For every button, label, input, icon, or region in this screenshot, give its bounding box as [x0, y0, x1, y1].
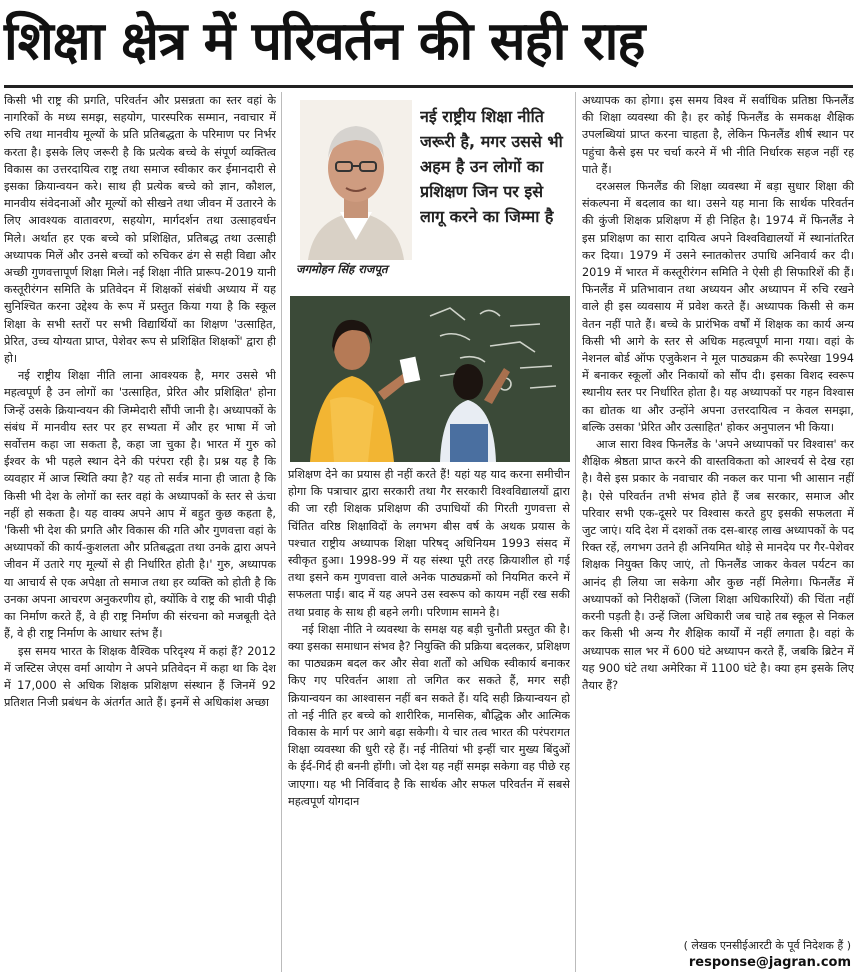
paragraph: प्रशिक्षण देने का प्रयास ही नहीं करते हैं! यहां यह याद करना समीचीन होगा कि पत्राचार द्वारा सरकारी तथा गैर सरकारी विश्वविद्यालयों द्वारा की जा रही शिक्षक प्रशिक्षण की उपाधियों की गिरती गुणवत्ता से चिंतित वरिष्ठ शिक्षाविदों के लगभग बीस वर्ष के अथक प्रयास के पश्चात राष्ट्रीय अध्यापक शिक्षा परिषद् अधिनियम 1993 संसद में स्वीकृत हुआ। 1998-99 में यह संस्था पूरी तरह क्रियाशील हो गई तथा इसने कम गुणवत्ता वाले अनेक पाठ्यक्रमों को नियमित करने में सफलता पाई। बाद में यह अपने उस स्वरूप को कायम नहीं रख सकी तथा प्रवाह के साथ ही बहने लगी। परिणाम सामने है।	[288, 468, 570, 619]
headline: शिक्षा क्षेत्र में परिवर्तन की सही राह	[4, 11, 645, 72]
paragraph: नई शिक्षा नीति ने व्यवस्था के समक्ष यह बड़ी चुनौती प्रस्तुत की है। क्या इसका समाधान संभव है? नियुक्ति की प्रक्रिया बदलकर, प्रशिक्षण का पाठ्यक्रम बदल कर और सेवा शर्तों को अधिक स्वीकार्य बनाकर किए गए परिवर्तन आशा तो जगित कर सकते हैं, मगर सही क्रियान्वयन का आश्वासन नहीं बन सकते हैं। यदि सही क्रियान्वयन हो तो नई नीति हर बच्चे को शारीरिक, मानसिक, बौद्धिक और आत्मिक विकास के मार्ग पर आगे बढ़ा सकेगी। ये चार तत्व भारत की परंपरागत शिक्षा व्यवस्था की धुरी रहे हैं। नई नीतियां भी इन्हीं चार मुख्य बिंदुओं के ईर्द-गिर्द ही बननी होंगी। जो देश यह नहीं समझ सकेगा वह पीछे रह जाएगा। यह भी निर्विवाद है कि सार्थक और सफल परिवर्तन में सबसे महत्वपूर्ण योगदान	[288, 622, 570, 808]
article-column-1	[4, 92, 276, 974]
pull-quote: नई राष्ट्रीय शिक्षा नीति जरूरी है, मगर उससे भी अहम है उन लोगों का प्रशिक्षण जिन पर इसे लागू करने का जिम्मा है	[420, 107, 563, 226]
author-portrait	[300, 100, 412, 260]
paragraph: नई राष्ट्रीय शिक्षा नीति लाना आवश्यक है, मगर उससे भी महत्वपूर्ण है उन लोगों का 'उत्साहित, प्रेरित और प्रशिक्षित' होना जिन्हें उसके क्रियान्वयन की जिम्मेदारी सौंपी जानी है। अध्यापकों के संबंध में मानवीय स्तर पर हर सभ्यता में और हर भाषा में जो सर्वोत्तम कहा जा सकता है, कहा जा चुका है। भारत में गुरु को ईश्वर के भी पहले स्थान देने की परंपरा रही है। प्रश्न यह है कि व्यवहार में आज स्थिति क्या है? यह तो सर्वत्र माना ही जाता है कि किसी भी देश के लोगों का स्तर वहां के अध्यापकों के स्तर से ऊंचा नहीं हो सकता है। यह वाक्य अपने आप में बहुत कुछ कहता है, 'किसी भी देश की प्रगति और विकास की गति और गुणवत्ता वहां के अध्यापकों की कार्य-कुशलता और प्रतिबद्धता तथा उनके द्वारा अपने जीवन में उतारे गए मूल्यों से ही निर्धारित होती है।' गुरु, अध्यापक या आचार्य से एक अपेक्षा तो समाज तथा हर व्यक्ति को होती है कि उनका अपना आचरण अनुकरणीय हो, क्योंकि वे राष्ट्र की भावी पीढ़ी का निर्माण करते हैं, वे ही राष्ट्र निर्माण की संरचना को मजबूती देते हैं, वे ही राष्ट्र निर्माण के आधार स्तंभ हैं।	[4, 369, 276, 641]
article-column-2	[288, 466, 570, 974]
paragraph: किसी भी राष्ट्र की प्रगति, परिवर्तन और प्रसन्नता का स्तर वहां के नागरिकों के मध्य समझ, सहयोग, पारस्परिक सम्मान, नवाचार में रुचि तथा मानवीय मूल्यों के प्रति प्रतिबद्धता के परिमाण पर निर्भर करता है। इसके लिए जरूरी है कि प्रत्येक बच्चे के संपूर्ण व्यक्तित्व विकास का उत्तरदायित्व राष्ट्र तथा समाज स्वीकार कर ईमानदारी से इसका क्रियान्वयन करे। साथ ही प्रत्येक बच्चे को ज्ञान, कौशल, मानवीय संवेदनाओं और मूल्यों को सीखने तथा जीवन में उतारने के लिए आवश्यक वातावरण, सहयोग, मार्गदर्शन तथा उत्साहवर्धन मिले। अर्थात हर एक बच्चे को प्रशिक्षित, प्रतिबद्ध तथा उत्साही अध्यापक मिलें और उनसे बच्चों को रुचिकर ढंग से सही विद्या और अच्छी गुणवत्तापूर्ण शिक्षा मिले। नई शिक्षा नीति प्रारूप-2019 यानी कस्तूरीरंगन समिति के प्रतिवेदन में शिक्षकों संबंधी अध्याय में यह सुनिश्चित करना उद्देश्य के रूप में प्रस्तुत किया गया है कि स्कूल शिक्षा के सभी स्तरों पर सभी विद्यार्थियों का शिक्षण 'उत्साहित, प्रेरित, उच्च योग्यता प्राप्त, पेशेवर रूप से प्रशिक्षित शिक्षकों' द्वारा ही हो।	[4, 94, 276, 366]
article-column-3	[582, 92, 854, 942]
column-divider	[281, 92, 282, 972]
paragraph: दरअसल फिनलैंड की शिक्षा व्यवस्था में बड़ा सुधार शिक्षा की संकल्पना में बदलाव का था। उसने यह माना कि सार्थक परिवर्तन की कुंजी शिक्षक प्रशिक्षण में ही निहित है। 1974 में फिनलैंड ने इस प्रशिक्षण का सारा दायित्व अपने विश्वविद्यालयों में स्थानांतरित कर दिया। 1979 में उसने स्नातकोत्तर उपाधि अनिवार्य कर दी। 2019 में भारत में कस्तूरीरंगन समिति ने ऐसी ही सिफारिशें की हैं। फिनलैंड में प्रतिभावान तथा अध्ययन और अध्यापन में रुचि रखने वाले ही इस व्यवसाय में प्रवेश करते हैं। अध्यापक किसी से कम वेतन नहीं पाते हैं। बच्चे के प्रारंभिक वर्षों में शिक्षक का कार्य अन्य किसी भी आगे के स्तर से अधिक महत्वपूर्ण माना गया। वहां के नेशनल बोर्ड ऑफ एजुकेशन ने मूल पाठ्यक्रम की रूपरेखा 1994 में बनाकर स्कूलों और निकायों को सौंप दी। इसका विशद स्वरूप स्थानीय स्तर पर निर्धारित होता है। यह अध्यापकों पर गहन विश्वास का द्योतक था और उन्होंने अपना उत्तरदायित्व न केवल समझा, बल्कि उसका 'प्रेरित और उत्साहित' होकर अनुपालन भी किया।	[582, 180, 854, 434]
column-divider	[575, 92, 576, 972]
response-email[interactable]: response@jagran.com	[688, 955, 851, 970]
classroom-photo	[290, 296, 570, 462]
headline-rule	[4, 85, 853, 88]
paragraph: इस समय भारत के शिक्षक वैश्विक परिदृश्य में कहां हैं? 2012 में जस्टिस जेएस वर्मा आयोग ने अपने प्रतिवेदन में कहा था कि देश में 17,000 से अधिक शिक्षक प्रशिक्षण संस्थान हैं जिनमें 92 प्रतिशत निजी प्रबंधन के अंतर्गत आते हैं। इनमें से अधिकांश अच्छा	[4, 644, 276, 710]
author-caption: जगमोहन सिंह राजपूत	[296, 262, 388, 276]
author-photo-image	[300, 100, 412, 260]
author-credit: ( लेखक एनसीईआरटी के पूर्व निदेशक हैं )	[683, 939, 851, 952]
paragraph: अध्यापक का होगा। इस समय विश्व में सर्वाधिक प्रतिष्ठा फिनलैंड की शिक्षा व्यवस्था की है। हर कोई फिनलैंड के समकक्ष शैक्षिक उपलब्धियां प्राप्त करना चाहता है, लेकिन फिनलैंड शीर्ष स्थान पर पहुंचा कैसे इस पर चर्चा करने में भी नीति निर्धारक सहज नहीं रह पाते हैं।	[582, 94, 854, 176]
paragraph: आज सारा विश्व फिनलैंड के 'अपने अध्यापकों पर विश्वास' कर शैक्षिक श्रेष्ठता प्राप्त करने की वास्तविकता को आश्चर्य से देख रहा है। वैसे इस प्रकार के नवाचार की नकल कर पाना भी आसान नहीं है। ऐसे परिवर्तन तभी संभव होते हैं जब सरकार, समाज और परिवार सभी एक-दूसरे पर विश्वास करते हुए इसकी सफलता में जुट जाएं। यदि देश में दशकों तक दस-बारह लाख अध्यापकों के पद रिक्त रहें, लगभग उतने ही अनियमित थोड़े से मानदेय पर गैर-पेशेवर शिक्षक नियुक्त किए जाएं, तो फिनलैंड जाकर केवल पर्यटन का आनंद ही लिया जा सकेगा और कुछ नहीं मिलेगा। फिनलैंड में अध्यापकों को निरीक्षकों (जिला शिक्षा अधिकारियों) की चिंता नहीं करनी पड़ती है। उन्हें जिला अधिकारी जब चाहे तब स्कूल से निकल कर किसी भी अन्य गैर शैक्षिक कार्यों में नहीं लगाता है। वहां के अध्यापक साल भर में 600 घंटे अध्यापन करते हैं, जबकि ब्रिटेन में यह 900 घंटे तथा अमेरिका में 1100 घंटे है। क्या हम इसके लिए तैयार हैं?	[582, 438, 854, 692]
classroom-photo-image	[290, 296, 570, 462]
